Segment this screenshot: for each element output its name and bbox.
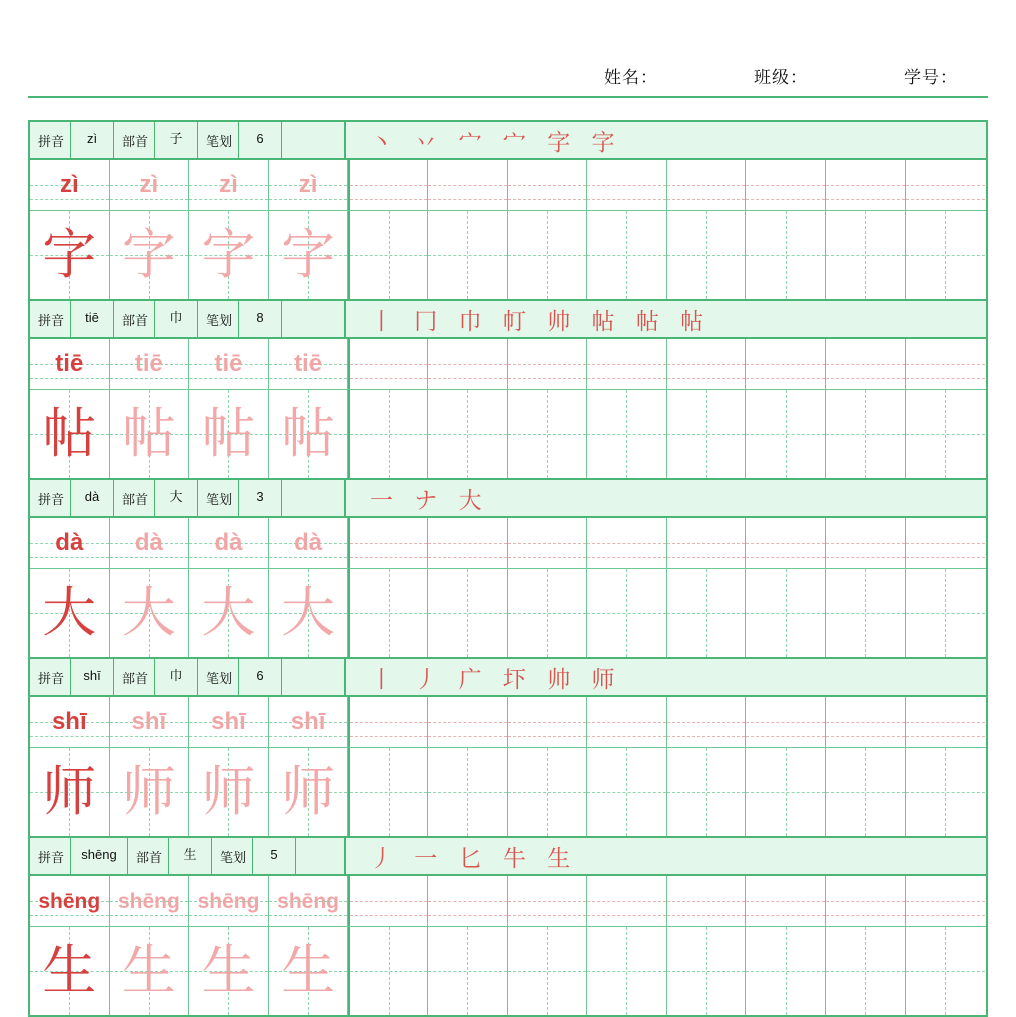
hanzi-blank-cell[interactable] <box>587 211 667 299</box>
pinyin-practice-row <box>30 160 986 211</box>
pinyin-trace-cell[interactable] <box>269 160 349 210</box>
hanzi-blank-cell[interactable] <box>508 569 588 657</box>
pinyin-blank-cell[interactable] <box>508 339 588 389</box>
pinyin-text: zì <box>139 171 159 198</box>
hanzi-blank-cell[interactable] <box>587 390 667 478</box>
pinyin-trace-cell[interactable] <box>269 697 349 747</box>
pinyin-blank-cell[interactable] <box>746 160 826 210</box>
hanzi-practice-row <box>30 390 986 478</box>
pinyin-trace-cell[interactable] <box>110 339 190 389</box>
pinyin-label: 拼音 <box>38 670 65 686</box>
hanzi-text: 师 <box>281 760 336 823</box>
pinyin-blank-cell[interactable] <box>508 876 588 926</box>
pinyin-trace-cell[interactable] <box>30 339 110 389</box>
hanzi-blank-cell[interactable] <box>348 390 428 478</box>
pinyin-text: zì <box>298 171 318 198</box>
pinyin-text: tiē <box>134 350 163 377</box>
pinyin-blank-cell[interactable] <box>587 339 667 389</box>
pinyin-blank-cell[interactable] <box>826 518 906 568</box>
pinyin-trace-cell[interactable] <box>189 160 269 210</box>
hanzi-trace-cell[interactable] <box>189 390 269 478</box>
hanzi-text: 生 <box>42 939 97 1002</box>
hanzi-trace-cell[interactable] <box>269 927 349 1015</box>
pinyin-text: tiē <box>55 350 84 377</box>
character-block <box>30 659 986 838</box>
pinyin-trace-cell[interactable] <box>30 160 110 210</box>
hanzi-blank-cell[interactable] <box>428 569 508 657</box>
character-info-row <box>30 301 986 339</box>
hanzi-text: 字 <box>42 223 97 286</box>
hanzi-blank-cell[interactable] <box>508 390 588 478</box>
hanzi-blank-cell[interactable] <box>667 211 747 299</box>
practice-sheet <box>28 120 988 1017</box>
radical-label: 部首 <box>122 670 149 686</box>
hanzi-blank-cell[interactable] <box>906 748 986 836</box>
pinyin-practice-row <box>30 697 986 748</box>
hanzi-trace-cell[interactable] <box>269 390 349 478</box>
character-info-row <box>30 480 986 518</box>
pinyin-trace-cell[interactable] <box>269 876 349 926</box>
hanzi-blank-cell[interactable] <box>508 211 588 299</box>
hanzi-blank-cell[interactable] <box>906 390 986 478</box>
pinyin-text: shī <box>131 708 167 735</box>
pinyin-blank-cell[interactable] <box>508 160 588 210</box>
hanzi-blank-cell[interactable] <box>746 569 826 657</box>
hanzi-blank-cell[interactable] <box>667 569 747 657</box>
pinyin-text: dà <box>55 529 84 556</box>
hanzi-text: 字 <box>121 223 176 286</box>
pinyin-blank-cell[interactable] <box>428 160 508 210</box>
hanzi-blank-cell[interactable] <box>348 927 428 1015</box>
pinyin-value: shēng <box>70 838 128 874</box>
hanzi-blank-cell[interactable] <box>746 748 826 836</box>
stroke-count-value: 6 <box>238 122 282 158</box>
pinyin-trace-cell[interactable] <box>269 518 349 568</box>
character-meta <box>30 659 346 695</box>
hanzi-trace-cell[interactable] <box>30 211 110 299</box>
stroke-count-value: 5 <box>252 838 296 874</box>
pinyin-trace-cell[interactable] <box>110 518 190 568</box>
hanzi-blank-cell[interactable] <box>428 927 508 1015</box>
stroke-count-label: 笔划 <box>220 849 247 865</box>
worksheet-header <box>28 0 988 98</box>
hanzi-practice-row <box>30 211 986 299</box>
pinyin-blank-cell[interactable] <box>826 339 906 389</box>
stroke-count-label: 笔划 <box>206 670 233 686</box>
hanzi-trace-cell[interactable] <box>269 748 349 836</box>
pinyin-trace-cell[interactable] <box>189 518 269 568</box>
radical-label: 部首 <box>122 133 149 149</box>
character-meta <box>30 480 346 516</box>
hanzi-text: 生 <box>121 939 176 1002</box>
radical-label: 部首 <box>136 849 163 865</box>
hanzi-trace-cell[interactable] <box>30 569 110 657</box>
hanzi-blank-cell[interactable] <box>587 569 667 657</box>
character-block <box>30 301 986 480</box>
pinyin-blank-cell[interactable] <box>348 160 428 210</box>
pinyin-trace-cell[interactable] <box>110 697 190 747</box>
radical-label: 部首 <box>122 312 149 328</box>
pinyin-text: zì <box>59 171 79 198</box>
pinyin-trace-cell[interactable] <box>30 518 110 568</box>
pinyin-trace-cell[interactable] <box>30 697 110 747</box>
hanzi-trace-cell[interactable] <box>110 390 190 478</box>
pinyin-practice-row <box>30 876 986 927</box>
stroke-count-label: 笔划 <box>206 491 233 507</box>
stroke-count-value: 3 <box>238 480 282 516</box>
pinyin-blank-cell[interactable] <box>746 697 826 747</box>
hanzi-blank-cell[interactable] <box>746 927 826 1015</box>
radical-label: 部首 <box>122 491 149 507</box>
hanzi-trace-cell[interactable] <box>110 569 190 657</box>
pinyin-trace-cell[interactable] <box>189 339 269 389</box>
pinyin-trace-cell[interactable] <box>110 160 190 210</box>
pinyin-label: 拼音 <box>38 491 65 507</box>
stroke-order-strip: 丶 丷 宀 宀 字 字 <box>370 129 622 156</box>
pinyin-blank-cell[interactable] <box>667 339 747 389</box>
hanzi-blank-cell[interactable] <box>348 569 428 657</box>
pinyin-text: dà <box>214 529 243 556</box>
pinyin-blank-cell[interactable] <box>667 160 747 210</box>
pinyin-blank-cell[interactable] <box>746 339 826 389</box>
hanzi-text: 大 <box>201 581 256 644</box>
pinyin-blank-cell[interactable] <box>746 518 826 568</box>
hanzi-text: 帖 <box>42 402 97 465</box>
character-block <box>30 838 986 1017</box>
hanzi-blank-cell[interactable] <box>746 390 826 478</box>
pinyin-blank-cell[interactable] <box>348 518 428 568</box>
hanzi-text: 生 <box>201 939 256 1002</box>
hanzi-trace-cell[interactable] <box>189 927 269 1015</box>
pinyin-text: shī <box>51 708 87 735</box>
hanzi-trace-cell[interactable] <box>30 390 110 478</box>
stroke-order-strip: 丨 冂 巾 帄 帅 帖 帖 帖 <box>370 308 711 335</box>
pinyin-blank-cell[interactable] <box>587 160 667 210</box>
pinyin-value: shī <box>70 659 114 695</box>
hanzi-blank-cell[interactable] <box>667 390 747 478</box>
pinyin-blank-cell[interactable] <box>667 876 747 926</box>
hanzi-blank-cell[interactable] <box>746 211 826 299</box>
pinyin-blank-cell[interactable] <box>587 876 667 926</box>
radical-value: 子 <box>154 122 198 158</box>
pinyin-blank-cell[interactable] <box>826 876 906 926</box>
pinyin-text: tiē <box>214 350 243 377</box>
hanzi-text: 大 <box>121 581 176 644</box>
hanzi-blank-cell[interactable] <box>348 211 428 299</box>
radical-value: 生 <box>168 838 212 874</box>
student-id-field-label: 学号： <box>904 68 958 87</box>
stroke-count-label: 笔划 <box>206 312 233 328</box>
hanzi-blank-cell[interactable] <box>826 211 906 299</box>
stroke-count-value: 8 <box>238 301 282 337</box>
hanzi-text: 字 <box>201 223 256 286</box>
hanzi-blank-cell[interactable] <box>826 390 906 478</box>
hanzi-blank-cell[interactable] <box>428 748 508 836</box>
pinyin-blank-cell[interactable] <box>826 160 906 210</box>
hanzi-blank-cell[interactable] <box>906 927 986 1015</box>
pinyin-blank-cell[interactable] <box>906 339 986 389</box>
hanzi-text: 师 <box>201 760 256 823</box>
pinyin-blank-cell[interactable] <box>746 876 826 926</box>
pinyin-trace-cell[interactable] <box>189 697 269 747</box>
pinyin-trace-cell[interactable] <box>110 876 190 926</box>
pinyin-blank-cell[interactable] <box>428 697 508 747</box>
pinyin-label: 拼音 <box>38 849 65 865</box>
pinyin-blank-cell[interactable] <box>906 876 986 926</box>
hanzi-blank-cell[interactable] <box>906 569 986 657</box>
radical-value: 巾 <box>154 659 198 695</box>
stroke-count-label: 笔划 <box>206 133 233 149</box>
pinyin-text: tiē <box>294 350 323 377</box>
radical-value: 巾 <box>154 301 198 337</box>
pinyin-blank-cell[interactable] <box>906 697 986 747</box>
character-block <box>30 122 986 301</box>
hanzi-text: 字 <box>281 223 336 286</box>
hanzi-practice-row <box>30 927 986 1015</box>
hanzi-trace-cell[interactable] <box>110 927 190 1015</box>
pinyin-text: shī <box>211 708 246 735</box>
character-meta <box>30 838 346 874</box>
pinyin-blank-cell[interactable] <box>667 697 747 747</box>
hanzi-trace-cell[interactable] <box>110 748 190 836</box>
pinyin-text: shēng <box>38 889 101 913</box>
pinyin-blank-cell[interactable] <box>428 518 508 568</box>
hanzi-text: 师 <box>121 760 176 823</box>
pinyin-text: zì <box>219 171 238 198</box>
hanzi-trace-cell[interactable] <box>30 748 110 836</box>
pinyin-practice-row <box>30 518 986 569</box>
pinyin-text: shī <box>290 708 326 735</box>
pinyin-text: shēng <box>117 889 180 913</box>
hanzi-text: 师 <box>42 760 97 823</box>
pinyin-label: 拼音 <box>38 312 65 328</box>
hanzi-blank-cell[interactable] <box>906 211 986 299</box>
hanzi-text: 大 <box>42 581 97 644</box>
character-info-row <box>30 838 986 876</box>
pinyin-blank-cell[interactable] <box>348 876 428 926</box>
hanzi-blank-cell[interactable] <box>826 927 906 1015</box>
pinyin-blank-cell[interactable] <box>587 518 667 568</box>
pinyin-value: dà <box>70 480 114 516</box>
stroke-order-strip: 丿 一 匕 牛 生 <box>370 845 578 872</box>
pinyin-text: shēng <box>197 889 260 913</box>
hanzi-practice-row <box>30 748 986 836</box>
hanzi-blank-cell[interactable] <box>587 748 667 836</box>
hanzi-blank-cell[interactable] <box>667 748 747 836</box>
stroke-order-strip: 丨 丿 广 圷 帅 师 <box>370 666 622 693</box>
name-field-label: 姓名： <box>604 68 658 87</box>
hanzi-text: 帖 <box>121 402 176 465</box>
character-meta <box>30 301 346 337</box>
hanzi-trace-cell[interactable] <box>189 569 269 657</box>
pinyin-trace-cell[interactable] <box>189 876 269 926</box>
pinyin-value: zì <box>70 122 114 158</box>
hanzi-trace-cell[interactable] <box>110 211 190 299</box>
pinyin-text: dà <box>294 529 323 556</box>
hanzi-text: 大 <box>281 581 336 644</box>
header-fields <box>604 63 988 88</box>
class-field-label: 班级： <box>754 68 808 87</box>
hanzi-trace-cell[interactable] <box>269 569 349 657</box>
pinyin-blank-cell[interactable] <box>348 339 428 389</box>
stroke-count-value: 6 <box>238 659 282 695</box>
character-meta <box>30 122 346 158</box>
hanzi-trace-cell[interactable] <box>189 748 269 836</box>
pinyin-label: 拼音 <box>38 133 65 149</box>
pinyin-value: tiē <box>70 301 114 337</box>
pinyin-practice-row <box>30 339 986 390</box>
stroke-order-strip: 一 ナ 大 <box>370 487 489 514</box>
hanzi-blank-cell[interactable] <box>508 927 588 1015</box>
pinyin-blank-cell[interactable] <box>428 339 508 389</box>
radical-value: 大 <box>154 480 198 516</box>
pinyin-blank-cell[interactable] <box>667 518 747 568</box>
hanzi-blank-cell[interactable] <box>826 748 906 836</box>
hanzi-blank-cell[interactable] <box>508 748 588 836</box>
character-info-row <box>30 659 986 697</box>
pinyin-text: shēng <box>277 889 339 913</box>
hanzi-blank-cell[interactable] <box>587 927 667 1015</box>
pinyin-blank-cell[interactable] <box>348 697 428 747</box>
pinyin-blank-cell[interactable] <box>587 697 667 747</box>
pinyin-blank-cell[interactable] <box>906 160 986 210</box>
hanzi-trace-cell[interactable] <box>269 211 349 299</box>
hanzi-blank-cell[interactable] <box>428 390 508 478</box>
hanzi-blank-cell[interactable] <box>348 748 428 836</box>
hanzi-blank-cell[interactable] <box>826 569 906 657</box>
hanzi-text: 帖 <box>281 402 336 465</box>
pinyin-blank-cell[interactable] <box>508 697 588 747</box>
hanzi-text: 帖 <box>201 402 256 465</box>
pinyin-text: dà <box>134 529 163 556</box>
hanzi-trace-cell[interactable] <box>189 211 269 299</box>
pinyin-blank-cell[interactable] <box>428 876 508 926</box>
character-block <box>30 480 986 659</box>
hanzi-text: 生 <box>281 939 336 1002</box>
pinyin-trace-cell[interactable] <box>30 876 110 926</box>
hanzi-trace-cell[interactable] <box>30 927 110 1015</box>
pinyin-blank-cell[interactable] <box>906 518 986 568</box>
pinyin-blank-cell[interactable] <box>508 518 588 568</box>
pinyin-blank-cell[interactable] <box>826 697 906 747</box>
character-info-row <box>30 122 986 160</box>
hanzi-blank-cell[interactable] <box>428 211 508 299</box>
pinyin-trace-cell[interactable] <box>269 339 349 389</box>
hanzi-blank-cell[interactable] <box>667 927 747 1015</box>
hanzi-practice-row <box>30 569 986 657</box>
